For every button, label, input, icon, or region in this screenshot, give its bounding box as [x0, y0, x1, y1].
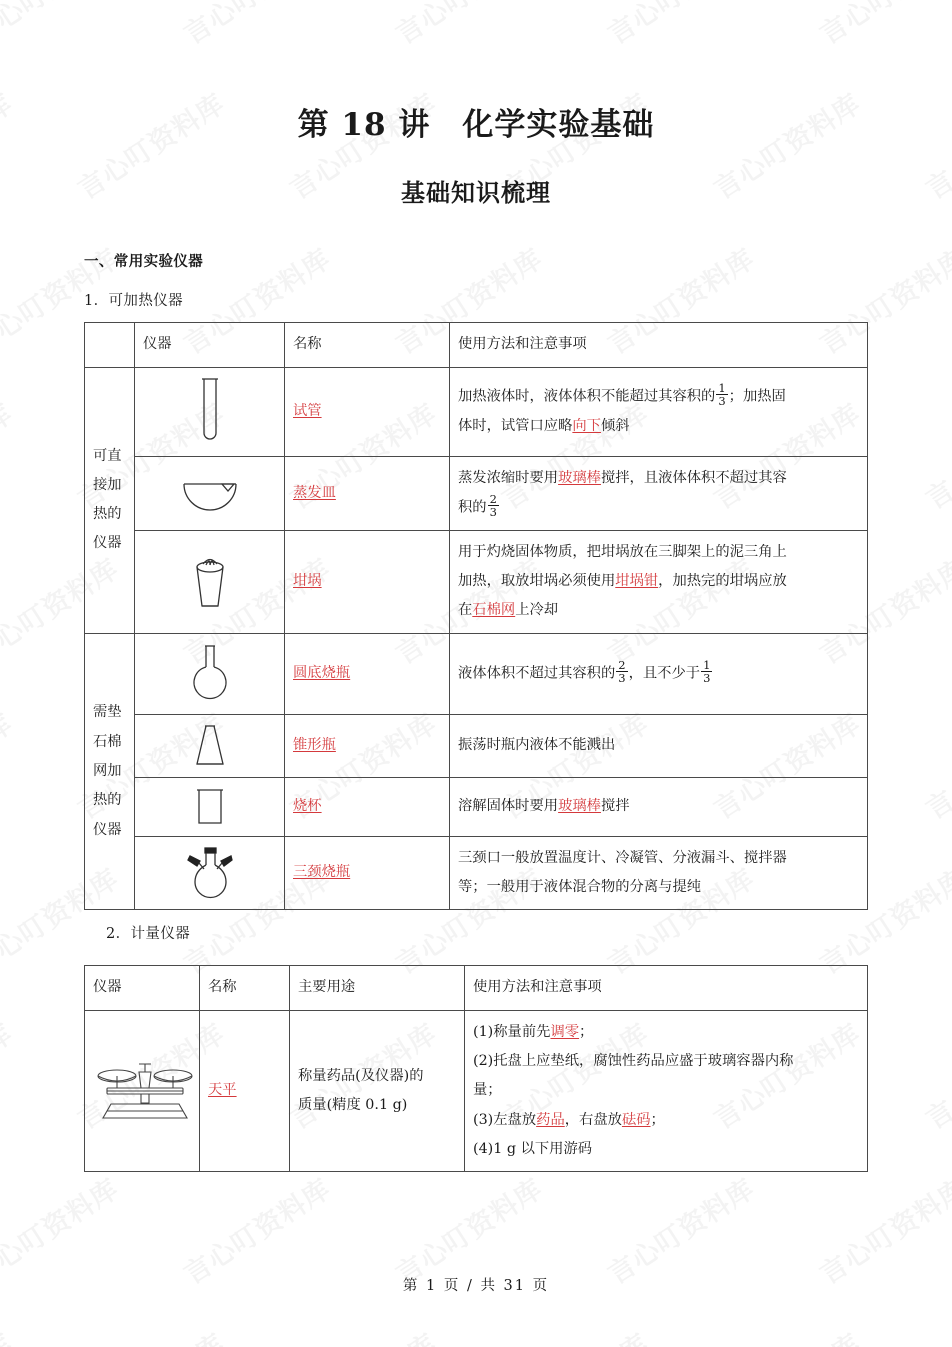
apparatus-name-cell	[285, 714, 450, 777]
apparatus-name-cell	[285, 530, 450, 633]
answer-text: 坩埚	[293, 573, 322, 590]
note-line: (4)1 g 以下用游码	[473, 1140, 593, 1157]
apparatus-notes-cell	[450, 633, 868, 714]
apparatus-figure-crucible	[135, 530, 285, 633]
note-line	[458, 567, 859, 596]
note-text: ；	[579, 1023, 594, 1040]
apparatus-use-cell	[290, 1010, 465, 1171]
apparatus-name-cell	[285, 367, 450, 456]
table-row	[85, 456, 868, 530]
note-text: 溶解固体时要用	[458, 798, 559, 815]
page-footer: 第 1 页 / 共 31 页	[402, 1278, 550, 1294]
note-text: ，且不少于	[628, 665, 701, 682]
note-text: ；加热固	[728, 388, 786, 405]
note-line	[473, 1106, 859, 1135]
sub-heading-heatable: 1．可加热仪器	[84, 293, 184, 310]
category-cell-asbestos-mesh: 需垫石棉网加热的仪器	[85, 633, 135, 910]
apparatus-notes-cell	[450, 836, 868, 910]
header-category	[85, 323, 135, 367]
note-line: 三颈口一般放置温度计、冷凝管、分液漏斗、搅拌器	[458, 849, 787, 866]
page-title: 第 18 讲 化学实验基础	[297, 107, 655, 143]
note-text: 加热，取放坩埚必须使用	[458, 573, 616, 590]
fraction-two-thirds	[616, 659, 627, 684]
use-line: 称量药品(及仪器)的	[298, 1067, 424, 1084]
page-subtitle: 基础知识梳理	[401, 178, 551, 208]
note-line: 用于灼烧固体物质，把坩埚放在三脚架上的泥三角上	[458, 543, 787, 560]
fraction-two-thirds	[488, 493, 499, 518]
note-line	[458, 493, 859, 523]
note-text: 在	[458, 602, 473, 619]
note-line: 量；	[473, 1082, 502, 1099]
header-name: 名称	[200, 966, 290, 1010]
table-row	[85, 836, 868, 910]
answer-text: 砝码	[621, 1111, 651, 1128]
answer-text: 试管	[293, 402, 322, 419]
apparatus-name-cell	[285, 633, 450, 714]
fraction-numerator: 1	[718, 380, 726, 395]
answer-text: 坩埚钳	[615, 573, 659, 590]
header-name: 名称	[285, 323, 450, 367]
header-notes: 使用方法和注意事项	[450, 323, 868, 367]
note-text: 液体体积不超过其容积的	[458, 665, 616, 682]
apparatus-notes-cell	[450, 777, 868, 836]
table-row	[85, 1010, 868, 1171]
answer-text: 玻璃棒	[558, 798, 601, 815]
apparatus-notes-cell	[450, 530, 868, 633]
answer-text: 向下	[572, 417, 601, 434]
table-row	[85, 530, 868, 633]
note-text: 搅拌，且液体体积不超过其容	[600, 469, 787, 486]
apparatus-figure-three-neck-flask	[135, 836, 285, 910]
header-main-use: 主要用途	[290, 966, 465, 1010]
note-line	[473, 1018, 859, 1047]
answer-text: 石棉网	[472, 602, 516, 619]
apparatus-figure-round-bottom-flask	[135, 633, 285, 714]
apparatus-figure-test-tube	[135, 367, 285, 456]
apparatus-figure-evaporating-dish	[135, 456, 285, 530]
apparatus-figure-conical-flask	[135, 714, 285, 777]
fraction-denominator: 3	[718, 394, 726, 408]
note-text: (3)左盘放	[473, 1111, 537, 1128]
answer-text: 锥形瓶	[293, 737, 336, 754]
fraction-denominator: 3	[489, 504, 497, 519]
apparatus-name-cell	[285, 777, 450, 836]
answer-text: 玻璃棒	[558, 469, 601, 486]
fraction-denominator: 3	[703, 670, 711, 685]
table-row	[85, 367, 868, 456]
table-header-row	[85, 323, 868, 367]
fraction-denominator: 3	[618, 670, 626, 685]
note-text: 加热液体时，液体体积不能超过其容积的	[458, 388, 716, 405]
note-text: 倾斜	[600, 417, 630, 434]
table-row	[85, 777, 868, 836]
table-row	[85, 633, 868, 714]
answer-text: 调零	[550, 1023, 580, 1040]
answer-text: 药品	[536, 1111, 565, 1128]
answer-text: 蒸发皿	[293, 484, 336, 501]
fraction-numerator: 2	[489, 491, 497, 506]
apparatus-name-cell	[285, 456, 450, 530]
answer-text: 烧杯	[293, 798, 322, 815]
note-line	[458, 792, 859, 821]
table-heatable-instruments	[84, 322, 868, 910]
note-line: 振荡时瓶内液体不能溅出	[458, 737, 616, 754]
note-line	[458, 659, 859, 689]
note-line	[458, 412, 859, 441]
answer-text: 圆底烧瓶	[293, 665, 351, 682]
answer-text: 天平	[208, 1082, 237, 1099]
note-line: (2)托盘上应垫纸，腐蚀性药品应盛于玻璃容器内称	[473, 1052, 794, 1069]
fraction-numerator: 1	[703, 657, 711, 672]
fraction-one-third	[701, 659, 712, 684]
note-text: ；	[650, 1111, 665, 1128]
answer-text: 三颈烧瓶	[293, 864, 351, 881]
note-text: 上冷却	[515, 602, 559, 619]
note-line	[458, 464, 859, 493]
note-line	[458, 382, 859, 412]
header-apparatus: 仪器	[135, 323, 285, 367]
note-text: 体时，试管口应略	[458, 417, 573, 434]
fraction-numerator: 2	[618, 657, 626, 672]
apparatus-notes-cell	[450, 714, 868, 777]
apparatus-name-cell	[285, 836, 450, 910]
header-notes: 使用方法和注意事项	[465, 966, 868, 1010]
note-text: ，右盘放	[564, 1111, 622, 1128]
fraction-one-third	[716, 382, 727, 407]
note-text: 积的	[458, 499, 487, 516]
note-text: 蒸发浓缩时要用	[458, 469, 559, 486]
note-text: (1)称量前先	[473, 1023, 551, 1040]
apparatus-figure-beaker	[135, 777, 285, 836]
table-row	[85, 714, 868, 777]
note-text: 搅拌	[600, 798, 630, 815]
section-heading-instruments: 一、常用实验仪器	[84, 253, 204, 271]
header-apparatus: 仪器	[85, 966, 200, 1010]
note-line: 等；一般用于液体混合物的分离与提纯	[458, 879, 702, 896]
table-measuring-instruments	[84, 965, 868, 1172]
apparatus-notes-cell	[465, 1010, 868, 1171]
use-line: 质量(精度 0.1 g)	[298, 1096, 408, 1113]
category-cell-direct-heat: 可直接加热的仪器	[85, 367, 135, 633]
apparatus-name-cell	[200, 1010, 290, 1171]
sub-heading-measuring: 2．计量仪器	[106, 926, 191, 943]
note-text: ，加热完的坩埚应放	[658, 573, 787, 590]
apparatus-figure-balance	[85, 1010, 200, 1171]
note-line	[458, 596, 859, 625]
apparatus-notes-cell	[450, 367, 868, 456]
table-header-row	[85, 966, 868, 1010]
apparatus-notes-cell	[450, 456, 868, 530]
